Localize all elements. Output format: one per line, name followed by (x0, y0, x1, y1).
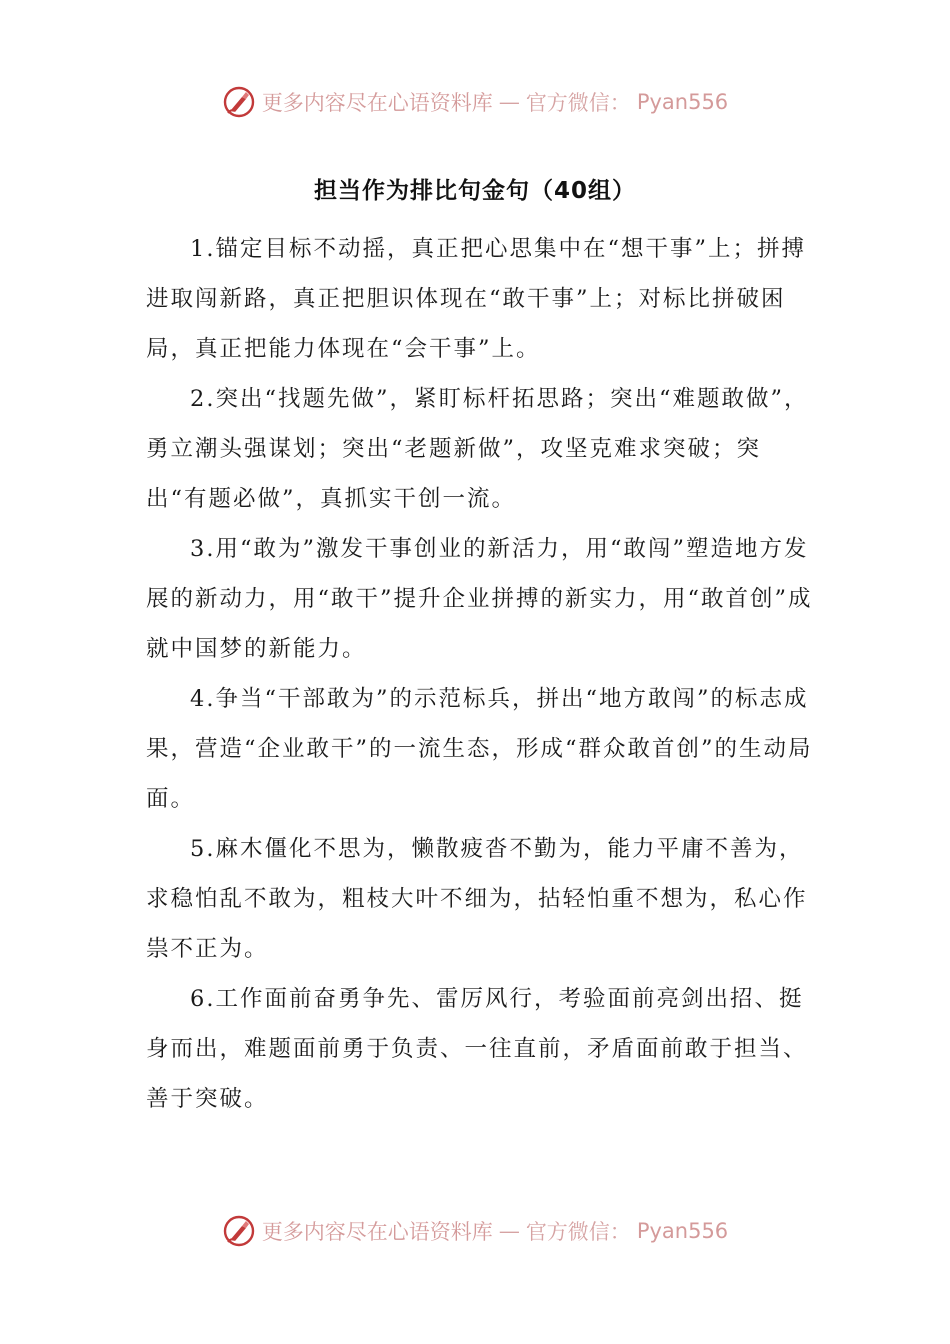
paragraph-3: 3.用“敢为”激发干事创业的新活力，用“敢闯”塑造地方发展的新动力，用“敢干”提升企业拼搏的新实力，用“敢首创”成就中国梦的新能力。 (146, 536, 813, 662)
paragraph-4: 4.争当“干部敢为”的示范标兵，拼出“地方敢闯”的标志成果，营造“企业敢干”的一流生态，形成“群众敢首创”的生动局面。 (146, 686, 813, 812)
document-body (146, 224, 816, 1124)
paragraph-6: 6.工作面前奋勇争先、雷厉风行，考验面前亮剑出招、挺身而出，难题面前勇于负责、一往直前，矛盾面前敢于担当、善于突破。 (146, 986, 808, 1112)
paragraph-1: 1.锚定目标不动摇，真正把心思集中在“想干事”上；拼搏进取闯新路，真正把胆识体现在“敢干事”上；对标比拼破困局，真正把能力体现在“会干事”上。 (146, 236, 806, 362)
header-watermark (0, 82, 950, 122)
paragraph-2: 2.突出“找题先做”，紧盯标杆拓思路；突出“难题敢做”，勇立潮头强谋划；突出“老题新做”，攻坚克难求突破；突出“有题必做”，真抓实干创一流。 (146, 386, 809, 512)
pen-nib-seal-icon (222, 1214, 256, 1248)
watermark-wechat-id: Pyan556 (636, 1219, 729, 1243)
watermark-brand: 更多内容尽在心语资料库 (261, 91, 493, 115)
watermark-label: 官方微信： (525, 91, 631, 115)
watermark-dash: — (498, 1219, 520, 1243)
pen-nib-seal-icon (222, 85, 256, 119)
watermark-brand: 更多内容尽在心语资料库 (261, 1220, 493, 1244)
footer-watermark (0, 1211, 950, 1251)
watermark-wechat-id: Pyan556 (636, 90, 729, 114)
paragraph-5: 5.麻木僵化不思为，懒散疲沓不勤为，能力平庸不善为，求稳怕乱不敢为，粗枝大叶不细为，拈轻怕重不想为，私心作祟不正为。 (146, 836, 808, 962)
watermark-label: 官方微信： (525, 1220, 631, 1244)
watermark-dash: — (498, 90, 520, 114)
document-title: 担当作为排比句金句（40组） (313, 178, 636, 204)
